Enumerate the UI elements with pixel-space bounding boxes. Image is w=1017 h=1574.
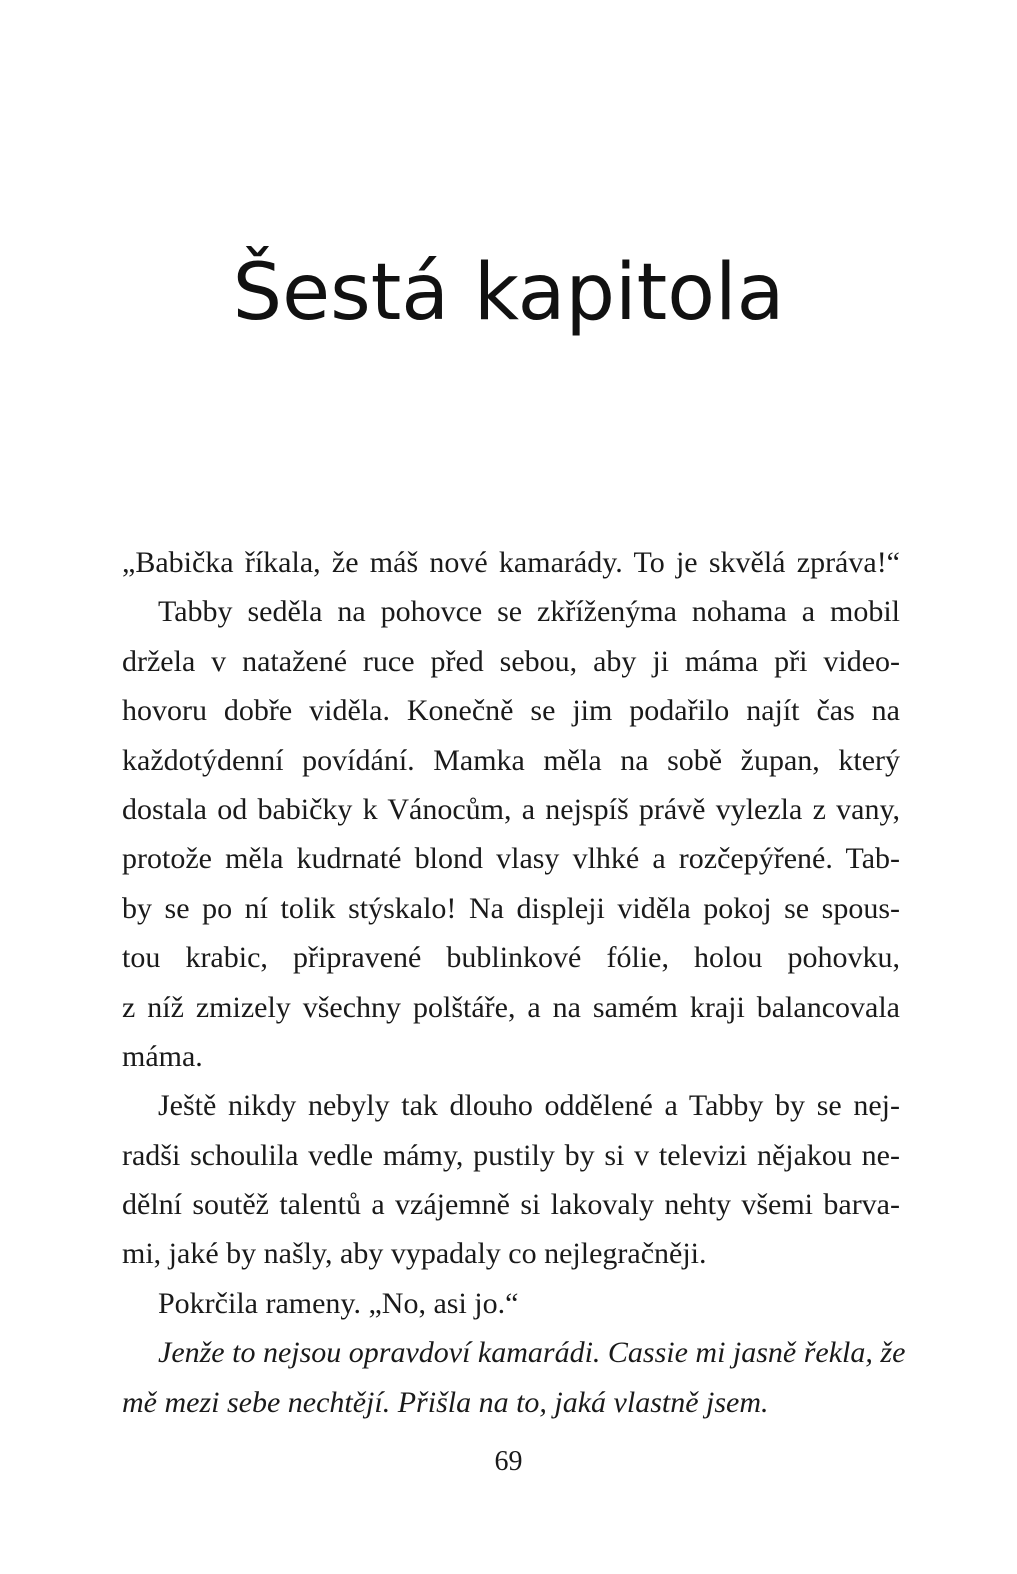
chapter-body — [122, 538, 906, 1427]
paragraph-line-italic: Jenže to nejsou opravdoví kamarádi. Cassie mi jasně řekla, že — [158, 1336, 906, 1370]
page-number: 69 — [494, 1446, 523, 1477]
paragraph-line: držela v natažené ruce před sebou, aby ji máma při video- — [122, 644, 900, 678]
paragraph-line: dostala od babičky k Vánocům, a nejspíš právě vylezla z vany, — [122, 792, 900, 826]
paragraph-line: radši schoulila vedle mámy, pustily by si v televizi nějakou ne- — [122, 1138, 900, 1172]
chapter-title: Šestá kapitola — [232, 248, 785, 338]
paragraph-line: „Babička říkala, že máš nové kamarády. To je skvělá zpráva!“ — [122, 546, 900, 579]
paragraph-line: každotýdenní povídání. Mamka měla na sobě župan, který — [122, 743, 900, 777]
paragraph-line: hovoru dobře viděla. Konečně se jim podařilo najít čas na — [122, 694, 900, 728]
paragraph-line-italic: mě mezi sebe nechtějí. Přišla na to, jaká vlastně jsem. — [122, 1385, 769, 1419]
paragraph-line: dělní soutěž talentů a vzájemně si lakovaly nehty všemi barva- — [122, 1188, 900, 1222]
paragraph-line: Tabby seděla na pohovce se zkříženýma nohama a mobil — [158, 595, 900, 629]
paragraph-line: máma. — [122, 1039, 203, 1073]
paragraph-line: tou krabic, připravené bublinkové fólie, holou pohovku, — [122, 941, 900, 975]
paragraph-line: mi, jaké by našly, aby vypadaly co nejlegračněji. — [122, 1237, 707, 1271]
paragraph-line: Ještě nikdy nebyly tak dlouho oddělené a Tabby by se nej- — [158, 1089, 900, 1123]
paragraph-line: Pokrčila rameny. „No, asi jo.“ — [158, 1286, 519, 1320]
paragraph-line: by se po ní tolik stýskalo! Na displeji viděla pokoj se spous- — [122, 891, 900, 925]
paragraph-line: z níž zmizely všechny polštáře, a na samém kraji balancovala — [122, 990, 900, 1024]
paragraph-line: protože měla kudrnaté blond vlasy vlhké a rozčepýřené. Tab- — [122, 842, 900, 876]
